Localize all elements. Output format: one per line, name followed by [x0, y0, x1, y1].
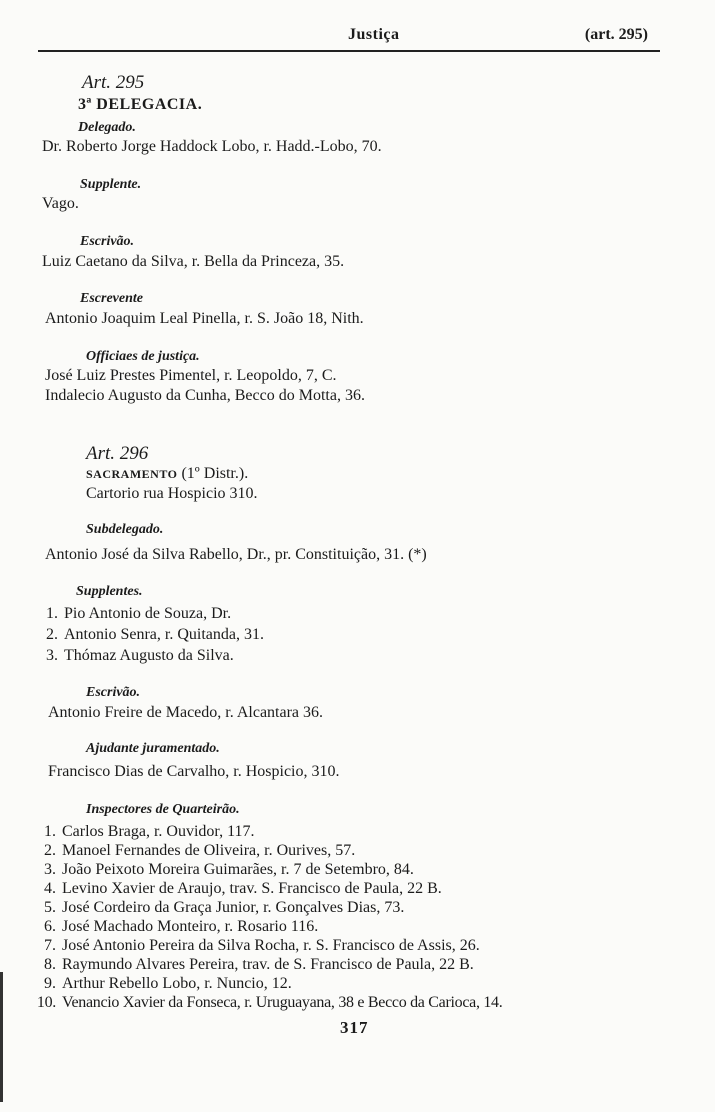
subdelegado-label: Subdelegado. [86, 522, 164, 537]
article-295-unit: 3ª DELEGACIA. [78, 96, 203, 113]
escrevente-label: Escrevente [80, 291, 143, 306]
inspector-item-6: 6. José Machado Monteiro, r. Rosario 116. [44, 918, 319, 935]
subdelegado-entry: Antonio José da Silva Rabello, Dr., pr. Constituição, 31. (*) [45, 546, 427, 563]
officiaes-entry-1: José Luiz Prestes Pimentel, r. Leopoldo, 7, C. [45, 367, 337, 384]
article-296-heading: Art. 296 [86, 443, 149, 464]
supplentes-label: Supplentes. [76, 584, 143, 599]
inspector-item-10: 10. Venancio Xavier da Fonseca, r. Uruguayana, 38 e Becco da Carioca, 14. [36, 994, 503, 1011]
officiaes-entry-2: Indalecio Augusto da Cunha, Becco do Motta, 36. [45, 387, 365, 404]
escrevente-entry: Antonio Joaquim Leal Pinella, r. S. João 18, Nith. [45, 310, 364, 327]
article-296-unit-suffix: (1º Distr.). [181, 465, 249, 482]
inspectores-label: Inspectores de Quarteirão. [86, 802, 240, 817]
article-296-unit: SACRAMENTO [86, 467, 178, 481]
inspector-item-3: 3. João Peixoto Moreira Guimarães, r. 7 de Setembro, 84. [44, 861, 414, 878]
escrivao-296-entry: Antonio Freire de Macedo, r. Alcantara 36. [48, 704, 324, 721]
ajudante-label: Ajudante juramentado. [86, 741, 220, 756]
supplentes-item-1: 1. Pio Antonio de Souza, Dr. [46, 605, 232, 622]
escrivao-label: Escrivão. [80, 234, 135, 249]
supplente-entry: Vago. [42, 195, 79, 212]
running-head [38, 26, 660, 52]
supplentes-item-3: 3. Thómaz Augusto da Silva. [46, 647, 234, 664]
article-295-heading: Art. 295 [82, 72, 145, 93]
delegado-entry: Dr. Roberto Jorge Haddock Lobo, r. Hadd.-Lobo, 70. [42, 138, 382, 155]
supplente-label: Supplente. [80, 177, 142, 192]
inspector-item-1: 1. Carlos Braga, r. Ouvidor, 117. [44, 823, 255, 840]
inspector-item-8: 8. Raymundo Alvares Pereira, trav. de S. Francisco de Paula, 22 B. [44, 956, 474, 973]
inspector-item-9: 9. Arthur Rebello Lobo, r. Nuncio, 12. [44, 975, 292, 992]
binding-edge-shadow [0, 972, 3, 1102]
running-head-article-ref: (art. 295) [584, 26, 648, 43]
escrivao-entry: Luiz Caetano da Silva, r. Bella da Princeza, 35. [42, 253, 345, 270]
ajudante-entry: Francisco Dias de Carvalho, r. Hospicio, 310. [48, 763, 340, 780]
delegado-label: Delegado. [78, 120, 136, 135]
inspector-item-5: 5. José Cordeiro da Graça Junior, r. Gonçalves Dias, 73. [44, 899, 405, 916]
officiaes-label: Officiaes de justiça. [86, 349, 200, 364]
inspector-item-4: 4. Levino Xavier de Araujo, trav. S. Francisco de Paula, 22 B. [44, 880, 442, 897]
escrivao-296-label: Escrivão. [86, 685, 141, 700]
running-head-title: Justiça [348, 26, 400, 43]
supplentes-item-2: 2. Antonio Senra, r. Quitanda, 31. [46, 626, 264, 643]
page-number: 317 [340, 1018, 369, 1037]
cartorio-entry: Cartorio rua Hospicio 310. [86, 485, 258, 502]
inspector-item-7: 7. José Antonio Pereira da Silva Rocha, r. S. Francisco de Assis, 26. [44, 937, 480, 954]
article-296-unit-line [86, 465, 248, 483]
inspector-item-2: 2. Manoel Fernandes de Oliveira, r. Ourives, 57. [44, 842, 356, 859]
